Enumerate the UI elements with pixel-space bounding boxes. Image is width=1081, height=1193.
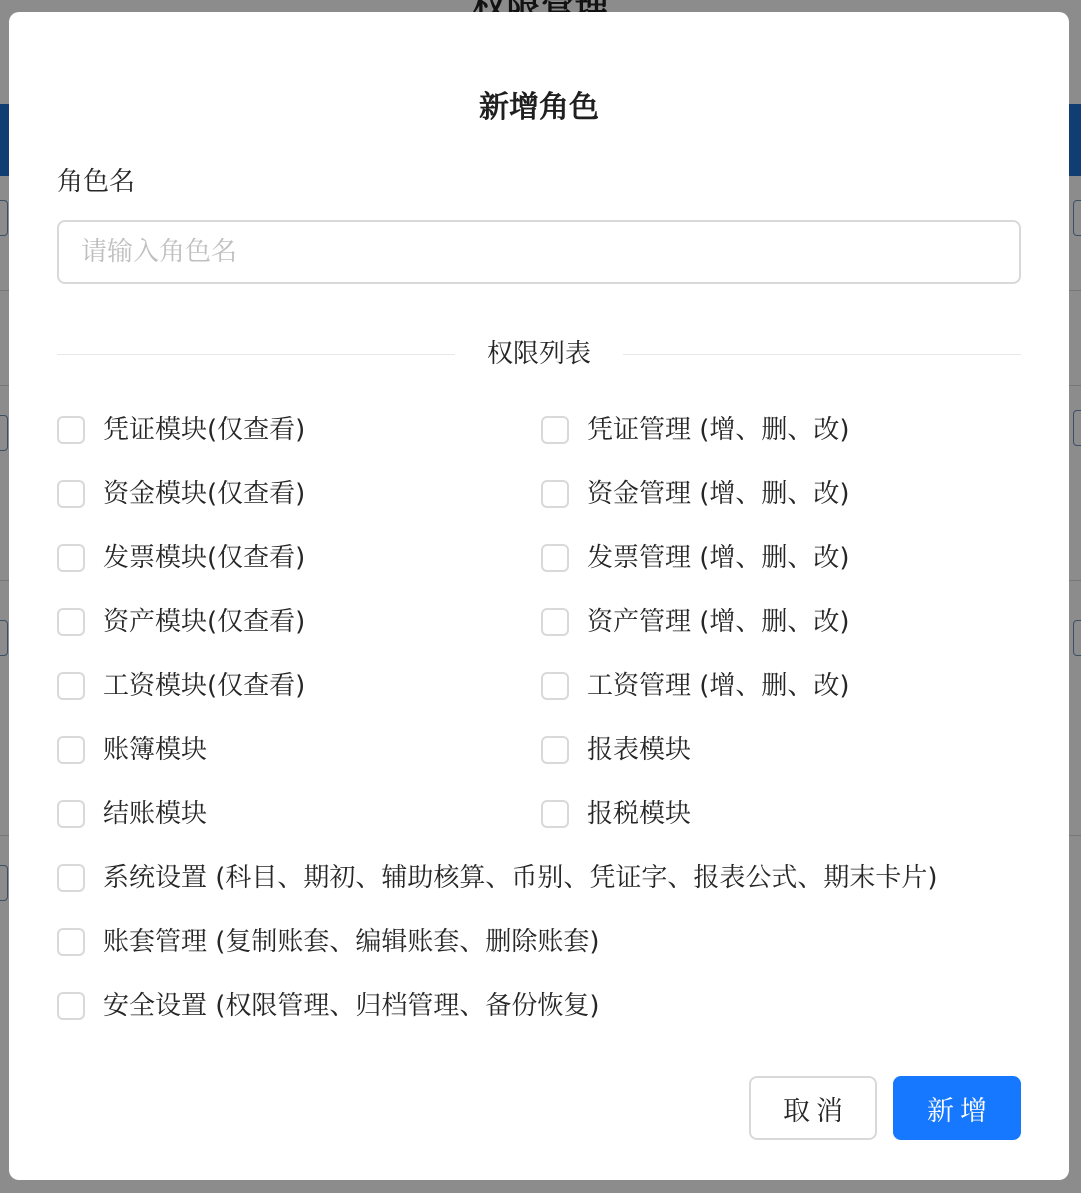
permission-label: 凭证模块(仅查看) <box>103 415 306 445</box>
permission-system-settings[interactable] <box>57 861 938 895</box>
permission-invoice-view[interactable] <box>57 541 305 575</box>
checkbox[interactable] <box>541 672 569 700</box>
permission-label: 安全设置 (权限管理、归档管理、备份恢复) <box>103 991 600 1021</box>
checkbox[interactable] <box>57 416 85 444</box>
checkbox[interactable] <box>57 736 85 764</box>
permission-tax[interactable] <box>541 797 691 831</box>
permission-label: 发票管理 (增、删、改) <box>587 543 850 573</box>
permission-label: 账套管理 (复制账套、编辑账套、删除账套) <box>103 927 600 957</box>
permission-label: 账簿模块 <box>103 735 208 765</box>
permission-label: 报表模块 <box>587 735 692 765</box>
checkbox[interactable] <box>57 800 85 828</box>
permission-label: 报税模块 <box>587 799 692 829</box>
permission-label: 凭证管理 (增、删、改) <box>587 415 850 445</box>
permission-list-title: 权限列表 <box>486 339 591 369</box>
checkbox[interactable] <box>57 480 85 508</box>
permission-label: 资产管理 (增、删、改) <box>587 607 850 637</box>
permission-closing[interactable] <box>57 797 207 831</box>
permission-reports[interactable] <box>541 733 691 767</box>
checkbox[interactable] <box>57 992 85 1020</box>
checkbox[interactable] <box>541 480 569 508</box>
permission-funds-manage[interactable] <box>541 477 850 511</box>
permission-label: 结账模块 <box>103 799 208 829</box>
role-name-input[interactable] <box>57 220 1021 284</box>
permission-assets-view[interactable] <box>57 605 305 639</box>
permission-label: 资金管理 (增、删、改) <box>587 479 850 509</box>
permission-label: 资金模块(仅查看) <box>103 479 306 509</box>
permission-ledger[interactable] <box>57 733 207 767</box>
checkbox[interactable] <box>541 608 569 636</box>
checkbox[interactable] <box>57 864 85 892</box>
permission-account-set-manage[interactable] <box>57 925 600 959</box>
checkbox[interactable] <box>57 544 85 572</box>
permission-funds-view[interactable] <box>57 477 305 511</box>
dialog-title: 新增角色 <box>479 90 599 125</box>
permission-label: 系统设置 (科目、期初、辅助核算、币别、凭证字、报表公式、期末卡片) <box>103 863 938 893</box>
permission-label: 发票模块(仅查看) <box>103 543 306 573</box>
checkbox[interactable] <box>541 544 569 572</box>
permission-list-divider <box>57 334 1021 374</box>
checkbox[interactable] <box>541 800 569 828</box>
add-role-dialog <box>9 12 1069 1180</box>
permission-label: 资产模块(仅查看) <box>103 607 306 637</box>
checkbox[interactable] <box>57 672 85 700</box>
checkbox[interactable] <box>57 928 85 956</box>
permission-label: 工资管理 (增、删、改) <box>587 671 850 701</box>
permission-payroll-view[interactable] <box>57 669 305 703</box>
checkbox[interactable] <box>541 736 569 764</box>
permission-payroll-manage[interactable] <box>541 669 850 703</box>
role-name-label: 角色名 <box>57 167 136 197</box>
permission-label: 工资模块(仅查看) <box>103 671 306 701</box>
permission-invoice-manage[interactable] <box>541 541 850 575</box>
add-button[interactable]: 新增 <box>893 1076 1021 1140</box>
checkbox[interactable] <box>541 416 569 444</box>
cancel-button[interactable]: 取消 <box>749 1076 877 1140</box>
checkbox[interactable] <box>57 608 85 636</box>
divider-line-right <box>623 354 1021 355</box>
permission-voucher-view[interactable] <box>57 413 305 447</box>
permission-voucher-manage[interactable] <box>541 413 850 447</box>
permission-security-settings[interactable] <box>57 989 600 1023</box>
permission-assets-manage[interactable] <box>541 605 850 639</box>
